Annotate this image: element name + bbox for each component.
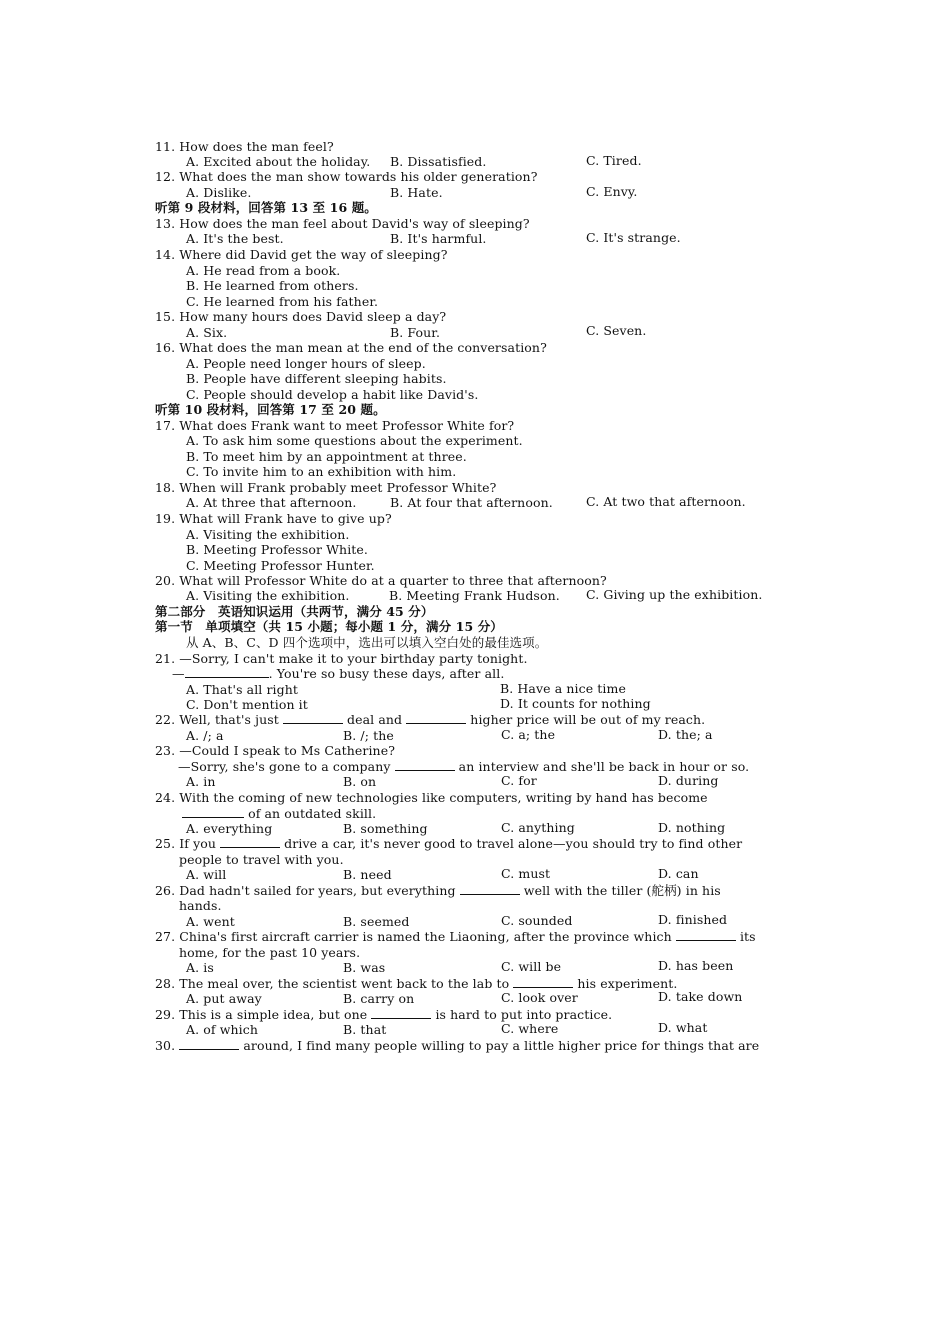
q27-line-2: home, for the past 10 years. xyxy=(179,945,361,960)
q14-option-b: B. He learned from others. xyxy=(186,278,359,293)
q17-stem: 17. What does Frank want to meet Professor White for? xyxy=(155,418,515,433)
q26-line-1: 26. Dad hadn't sailed for years, but everything well with the tiller (舵柄) in his xyxy=(155,883,721,898)
q20-option-c: C. Giving up the exhibition. xyxy=(586,587,763,602)
q21-line-1: 21. —Sorry, I can't make it to your birthday party tonight. xyxy=(155,651,528,666)
answer-blank xyxy=(182,806,244,818)
q21-line-2: — . You're so busy these days, after all. xyxy=(172,666,505,681)
part-2-title: 第二部分 英语知识运用（共两节，满分 45 分） xyxy=(155,604,434,619)
q21-option-a: A. That's all right xyxy=(186,682,299,697)
q19-option-b: B. Meeting Professor White. xyxy=(186,542,369,557)
q26-option-a: A. went xyxy=(186,914,235,929)
q22-option-b: B. /; the xyxy=(343,728,394,743)
q16-stem: 16. What does the man mean at the end of the conversation? xyxy=(155,340,547,355)
q14-stem: 14. Where did David get the way of sleeping? xyxy=(155,247,448,262)
q12-stem: 12. What does the man show towards his older generation? xyxy=(155,169,538,184)
q27-option-b: B. was xyxy=(343,960,386,975)
q28-option-c: C. look over xyxy=(501,990,578,1005)
q29-option-a: A. of which xyxy=(186,1022,258,1037)
q13-option-b: B. It's harmful. xyxy=(390,231,487,246)
q15-stem: 15. How many hours does David sleep a day? xyxy=(155,309,447,324)
q19-option-c: C. Meeting Professor Hunter. xyxy=(186,558,375,573)
q12-option-a: A. Dislike. xyxy=(186,185,252,200)
q24-option-b: B. something xyxy=(343,821,428,836)
q13-option-c: C. It's strange. xyxy=(586,230,681,245)
q27-option-c: C. will be xyxy=(501,959,562,974)
answer-blank xyxy=(460,883,520,895)
section-1-instructions: 从 A、B、C、D 四个选项中，选出可以填入空白处的最佳选项。 xyxy=(186,635,548,650)
q28-option-d: D. take down xyxy=(658,989,743,1004)
q24-option-d: D. nothing xyxy=(658,820,726,835)
q12-option-b: B. Hate. xyxy=(390,185,443,200)
q20-option-a: A. Visiting the exhibition. xyxy=(186,588,350,603)
q20-stem: 20. What will Professor White do at a quarter to three that afternoon? xyxy=(155,573,607,588)
q13-option-a: A. It's the best. xyxy=(186,231,284,246)
q26-line-2: hands. xyxy=(179,898,222,913)
answer-blank xyxy=(513,976,573,988)
q26-option-c: C. sounded xyxy=(501,913,573,928)
q25-option-a: A. will xyxy=(186,867,227,882)
q16-option-c: C. People should develop a habit like David's. xyxy=(186,387,479,402)
q18-option-c: C. At two that afternoon. xyxy=(586,494,746,509)
answer-blank xyxy=(371,1007,431,1019)
q29-stem: 29. This is a simple idea, but one is hard to put into practice. xyxy=(155,1007,613,1022)
q24-line-2: of an outdated skill. xyxy=(182,806,376,821)
answer-blank xyxy=(676,929,736,941)
q11-option-a: A. Excited about the holiday. xyxy=(186,154,371,169)
q15-option-b: B. Four. xyxy=(390,325,441,340)
q21-option-b: B. Have a nice time xyxy=(500,681,626,696)
q25-option-d: D. can xyxy=(658,866,699,881)
q26-option-d: D. finished xyxy=(658,912,728,927)
q26-option-b: B. seemed xyxy=(343,914,410,929)
q15-option-c: C. Seven. xyxy=(586,323,647,338)
q25-line-1: 25. If you drive a car, it's never good to travel alone—you should try to find other xyxy=(155,836,743,851)
q12-option-c: C. Envy. xyxy=(586,184,638,199)
q24-option-c: C. anything xyxy=(501,820,575,835)
answer-blank xyxy=(179,1038,239,1050)
q27-line-1: 27. China's first aircraft carrier is named the Liaoning, after the province which its xyxy=(155,929,756,944)
q15-option-a: A. Six. xyxy=(186,325,228,340)
q18-option-a: A. At three that afternoon. xyxy=(186,495,357,510)
q22-option-d: D. the; a xyxy=(658,727,713,742)
section-10-heading: 听第 10 段材料，回答第 17 至 20 题。 xyxy=(155,402,386,417)
q29-option-b: B. that xyxy=(343,1022,387,1037)
q23-option-d: D. during xyxy=(658,773,719,788)
q11-option-b: B. Dissatisfied. xyxy=(390,154,487,169)
q27-option-a: A. is xyxy=(186,960,214,975)
q17-option-a: A. To ask him some questions about the experiment. xyxy=(186,433,523,448)
answer-blank xyxy=(406,712,466,724)
answer-blank xyxy=(185,666,269,678)
q22-option-c: C. a; the xyxy=(501,727,556,742)
q21-option-c: C. Don't mention it xyxy=(186,697,308,712)
q28-option-a: A. put away xyxy=(186,991,262,1006)
answer-blank xyxy=(283,712,343,724)
q25-option-b: B. need xyxy=(343,867,392,882)
q20-option-b: B. Meeting Frank Hudson. xyxy=(389,588,560,603)
q23-option-c: C. for xyxy=(501,773,537,788)
answer-blank xyxy=(220,836,280,848)
answer-blank xyxy=(395,759,455,771)
q28-option-b: B. carry on xyxy=(343,991,415,1006)
q25-option-c: C. must xyxy=(501,866,551,881)
q29-option-c: C. where xyxy=(501,1021,559,1036)
q11-stem: 11. How does the man feel? xyxy=(155,139,334,154)
q16-option-a: A. People need longer hours of sleep. xyxy=(186,356,426,371)
q24-line-1: 24. With the coming of new technologies like computers, writing by hand has become xyxy=(155,790,708,805)
section-1-title: 第一节 单项填空（共 15 小题；每小题 1 分，满分 15 分） xyxy=(155,619,503,634)
q13-stem: 13. How does the man feel about David's way of sleeping? xyxy=(155,216,530,231)
q18-option-b: B. At four that afternoon. xyxy=(390,495,553,510)
q23-line-1: 23. —Could I speak to Ms Catherine? xyxy=(155,743,396,758)
q17-option-c: C. To invite him to an exhibition with him. xyxy=(186,464,457,479)
q29-option-d: D. what xyxy=(658,1020,708,1035)
q19-stem: 19. What will Frank have to give up? xyxy=(155,511,392,526)
q23-line-2: —Sorry, she's gone to a company an interview and she'll be back in hour or so. xyxy=(178,759,750,774)
q14-option-a: A. He read from a book. xyxy=(186,263,341,278)
q22-option-a: A. /; a xyxy=(186,728,224,743)
q19-option-a: A. Visiting the exhibition. xyxy=(186,527,350,542)
q24-option-a: A. everything xyxy=(186,821,273,836)
q21-option-d: D. It counts for nothing xyxy=(500,696,651,711)
q30-stem: 30. around, I find many people willing to pay a little higher price for things that are xyxy=(155,1038,760,1053)
q22-stem: 22. Well, that's just deal and higher price will be out of my reach. xyxy=(155,712,706,727)
section-9-heading: 听第 9 段材料，回答第 13 至 16 题。 xyxy=(155,200,377,215)
q27-option-d: D. has been xyxy=(658,958,734,973)
q23-option-b: B. on xyxy=(343,774,377,789)
q25-line-2: people to travel with you. xyxy=(179,852,344,867)
q17-option-b: B. To meet him by an appointment at three. xyxy=(186,449,467,464)
q23-option-a: A. in xyxy=(186,774,216,789)
q16-option-b: B. People have different sleeping habits. xyxy=(186,371,447,386)
q18-stem: 18. When will Frank probably meet Professor White? xyxy=(155,480,497,495)
q28-stem: 28. The meal over, the scientist went back to the lab to his experiment. xyxy=(155,976,678,991)
q14-option-c: C. He learned from his father. xyxy=(186,294,379,309)
q11-option-c: C. Tired. xyxy=(586,153,642,168)
